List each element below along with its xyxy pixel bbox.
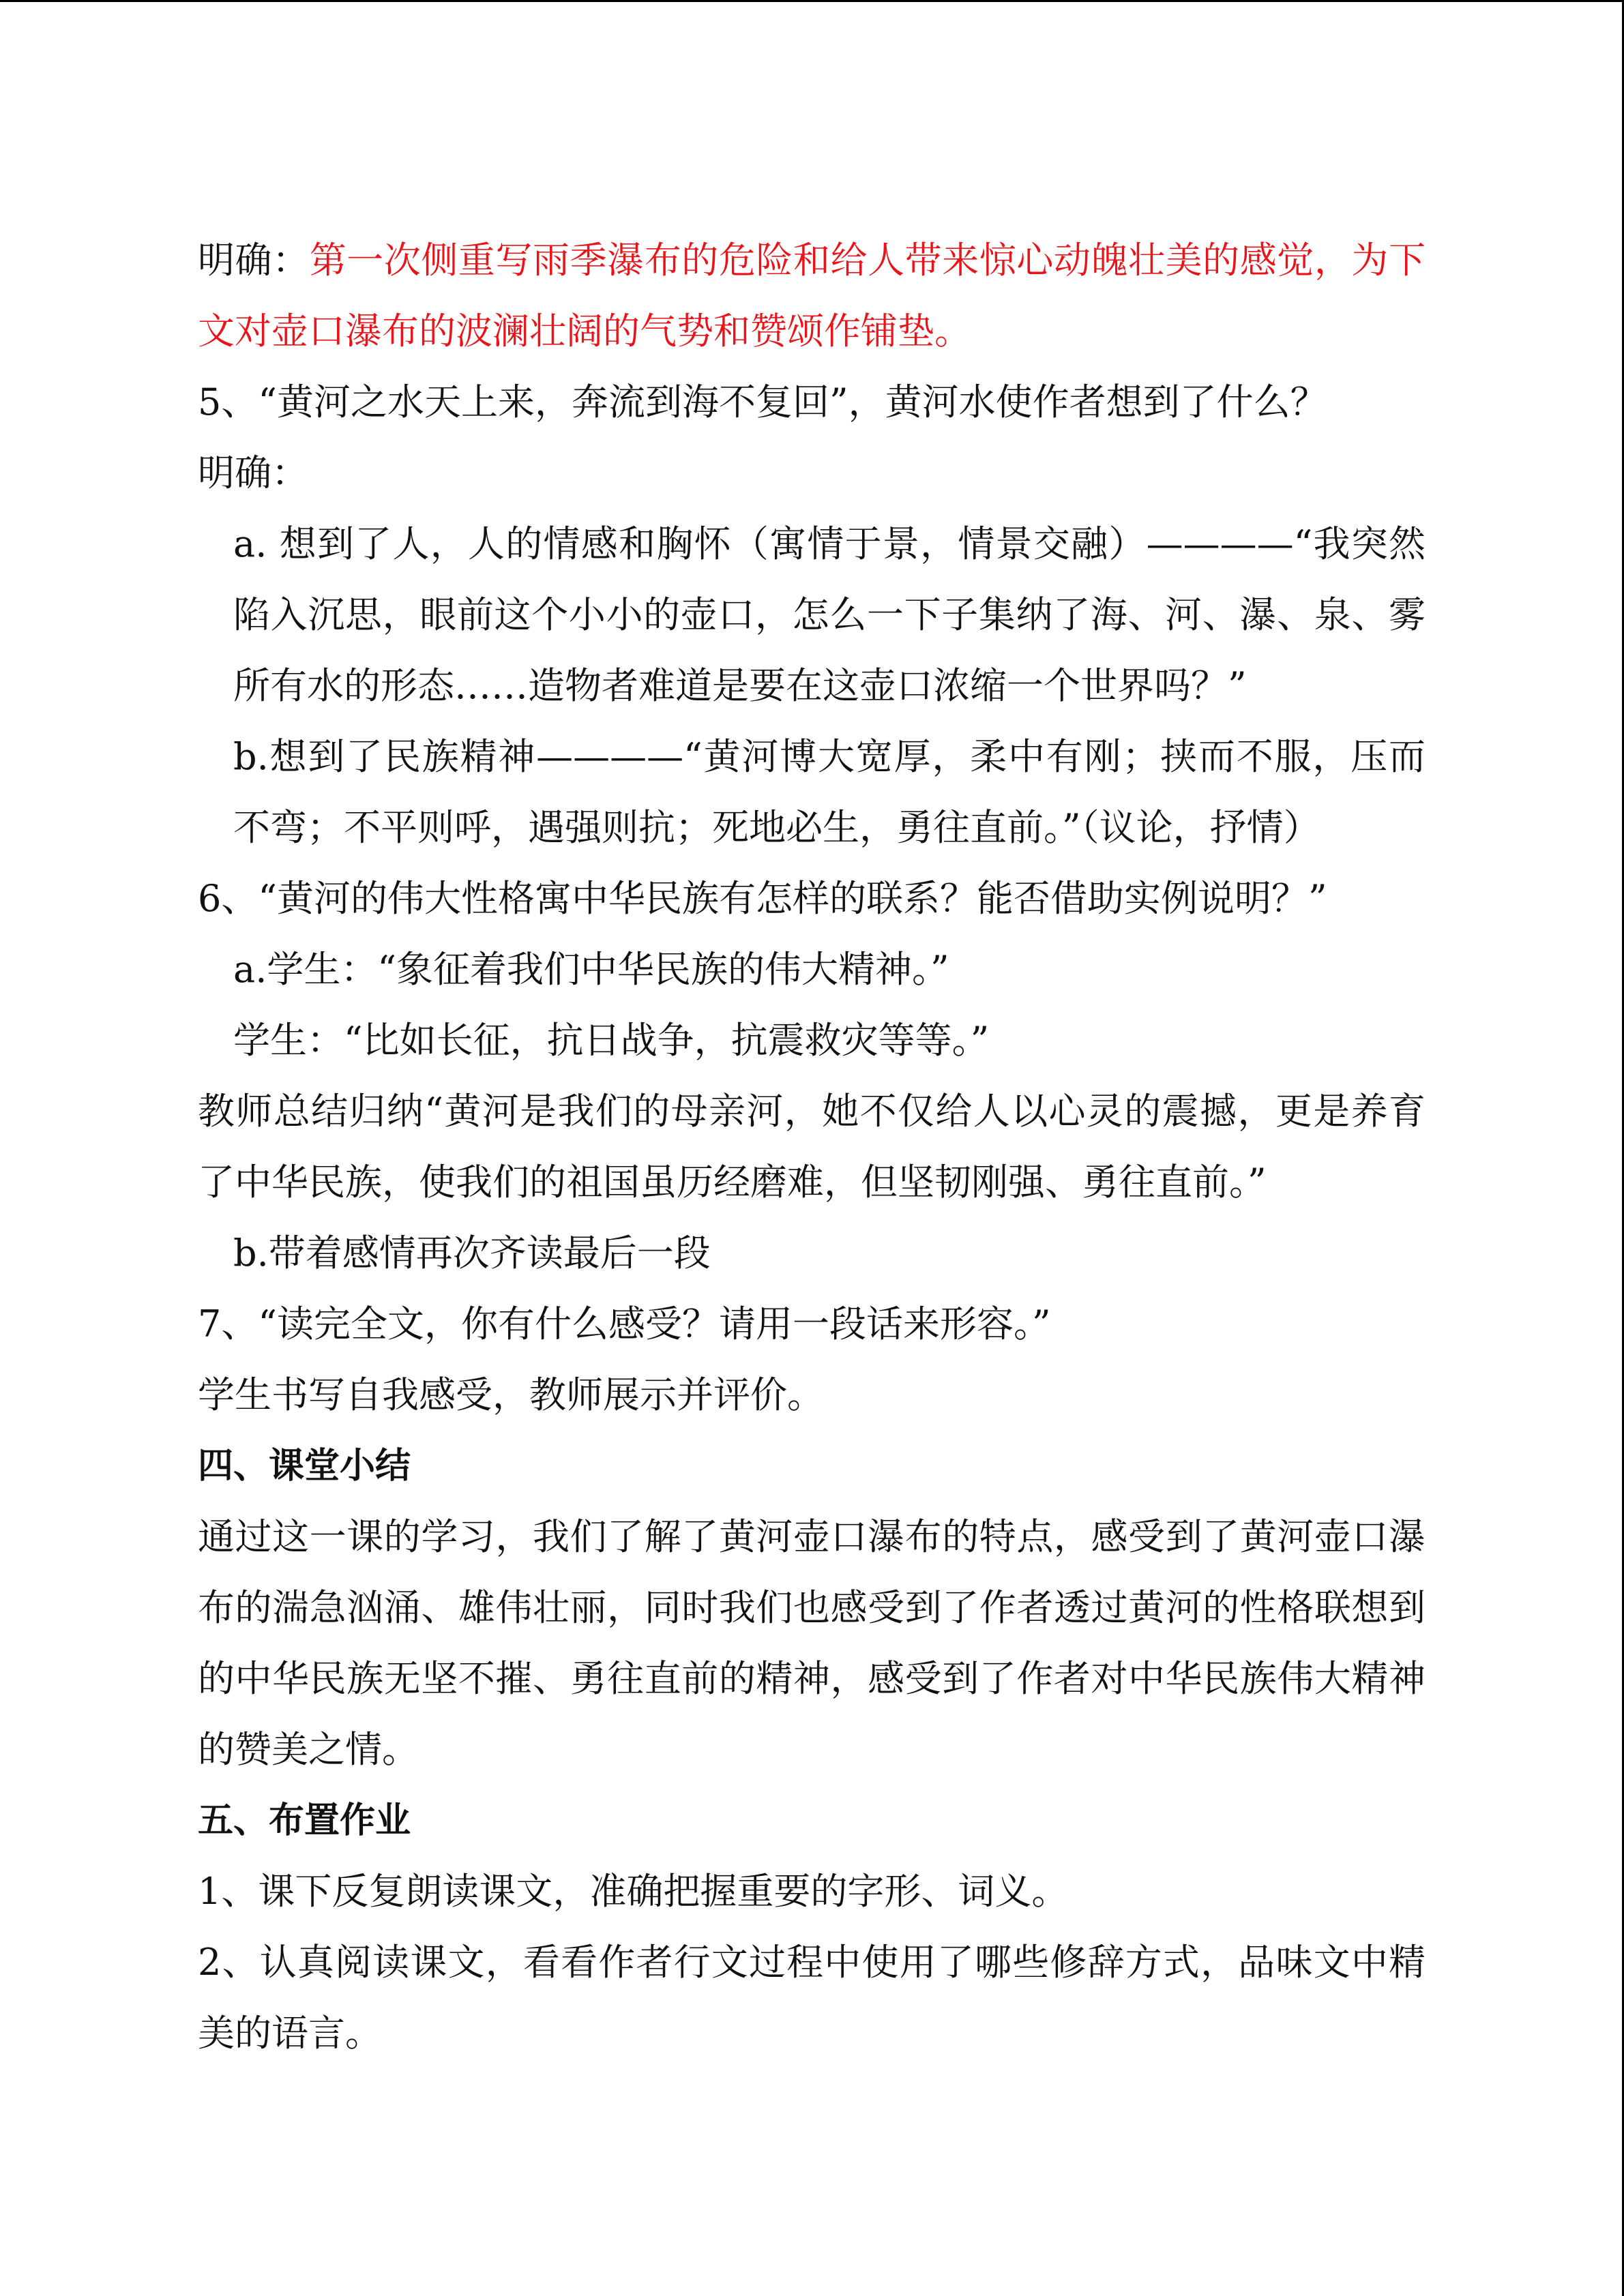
answer-label: 明确： <box>198 239 310 282</box>
question-6-student-a: a.学生：“象征着我们中华民族的伟大精神。” <box>233 948 949 991</box>
section-5-title: 五、布置作业 <box>198 1800 411 1841</box>
teacher-summary: 教师总结归纳“黄河是我们的母亲河，她不仅给人以心灵的震撼，更是养育了中华民族，使我们的祖国虽历经磨难，但坚韧刚强、勇往直前。” <box>198 1090 1426 1204</box>
question-6-student-b: 学生：“比如长征，抗日战争，抗震救灾等等。” <box>233 1019 990 1062</box>
answer-highlight: 第一次侧重写雨季瀑布的危险和给人带来惊心动魄壮美的感觉，为下文对壶口瀑布的波澜壮阔的气势和赞颂作铺垫。 <box>198 239 1426 353</box>
section-4-title: 四、课堂小结 <box>198 1446 411 1487</box>
question-5-answer-b: b.想到了民族精神————“黄河博大宽厚，柔中有刚；挟而不服，压而不弯；不平则呼，遇强则抗；死地必生，勇往直前。”（议论，抒情） <box>233 735 1426 849</box>
question-5-answer-label: 明确： <box>198 451 308 494</box>
document-page <box>198 225 1426 2069</box>
question-5: 5、“黄河之水天上来，奔流到海不复回”，黄河水使作者想到了什么？ <box>198 381 1327 423</box>
homework-2: 2、认真阅读课文，看看作者行文过程中使用了哪些修辞方式，品味文中精美的语言。 <box>198 1941 1426 2055</box>
section-4-text: 通过这一课的学习，我们了解了黄河壶口瀑布的特点，感受到了黄河壶口瀑布的湍急汹涌、雄伟壮丽，同时我们也感受到了作者透过黄河的性格联想到的中华民族无坚不摧、勇往直前的精神，感受到了作者对中华民族伟大精神的赞美之情。 <box>198 1515 1426 1771</box>
question-7-note: 学生书写自我感受，教师展示并评价。 <box>198 1373 824 1416</box>
question-6-answer-b: b.带着感情再次齐读最后一段 <box>233 1232 711 1274</box>
question-7: 7、“读完全文，你有什么感受？请用一段话来形容。” <box>198 1302 1051 1345</box>
question-5-answer-a: a. 想到了人，人的情感和胸怀（寓情于景，情景交融）————“我突然陷入沉思，眼前这个小小的壶口，怎么一下子集纳了海、河、瀑、泉、雾所有水的形态……造物者难道是要在这壶口浓缩一个世界吗？” <box>233 522 1426 707</box>
page-border-top <box>0 0 1624 2</box>
answer-paragraph <box>198 225 1426 367</box>
homework-1: 1、课下反复朗读课文，准确把握重要的字形、词义。 <box>198 1870 1069 1913</box>
question-6: 6、“黄河的伟大性格寓中华民族有怎样的联系？能否借助实例说明？” <box>198 877 1327 920</box>
